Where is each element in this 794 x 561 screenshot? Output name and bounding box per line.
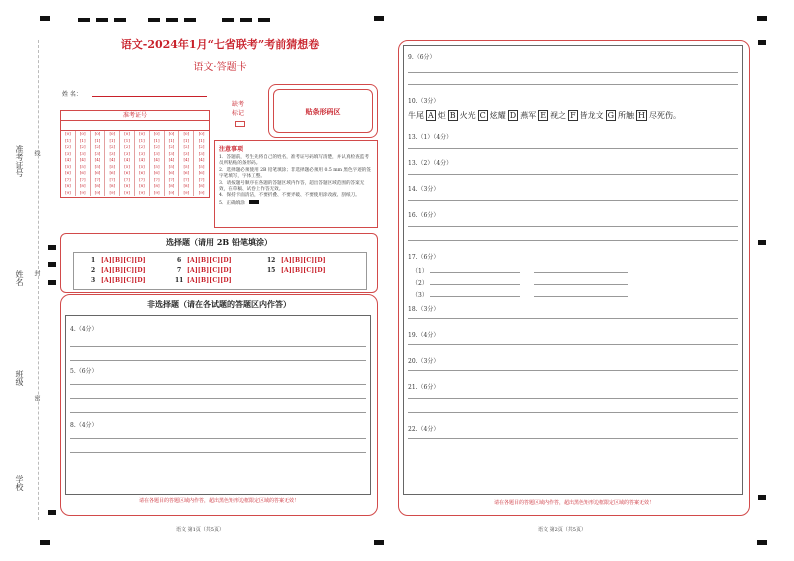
- ticket-digit-bubble[interactable]: [9]: [94, 189, 101, 195]
- ticket-digit-bubble[interactable]: [7]: [153, 176, 160, 182]
- ticket-digit-bubble[interactable]: [2]: [109, 144, 116, 149]
- ticket-digit-bubble[interactable]: [2]: [79, 144, 86, 149]
- ticket-digit-column[interactable]: [165, 131, 180, 196]
- ticket-digit-bubble[interactable]: [0]: [153, 131, 160, 136]
- ticket-digit-bubble[interactable]: [1]: [65, 137, 71, 143]
- option-bubbles[interactable]: [A][B][C][D]: [281, 267, 326, 274]
- question-label: 4.（4分）: [70, 326, 98, 333]
- registration-mark: [184, 18, 196, 22]
- ticket-digit-bubble[interactable]: [9]: [79, 189, 86, 195]
- ticket-digit-bubble[interactable]: [0]: [124, 131, 130, 136]
- question-number: 7: [177, 267, 182, 274]
- ticket-digit-bubble[interactable]: [3]: [198, 150, 205, 156]
- ticket-digit-bubble[interactable]: [3]: [168, 150, 175, 156]
- ticket-digit-bubble[interactable]: [3]: [109, 150, 116, 156]
- break-option-box: H: [638, 111, 645, 120]
- ticket-digit-bubble[interactable]: [3]: [65, 150, 71, 156]
- registration-mark: [78, 18, 90, 22]
- sentence-fragment: 皆龙文: [579, 111, 604, 120]
- ticket-digit-bubble[interactable]: [9]: [168, 189, 175, 195]
- ticket-digit-column[interactable]: [76, 131, 91, 196]
- sentence-fragment: 牛尾: [408, 111, 424, 120]
- ticket-digit-bubble[interactable]: [5]: [94, 163, 101, 169]
- registration-mark: [48, 510, 56, 515]
- ticket-digit-bubble[interactable]: [0]: [183, 131, 190, 136]
- question-label: 13.（1）（4分）: [408, 134, 453, 141]
- ticket-digit-bubble[interactable]: [9]: [124, 189, 130, 195]
- ticket-digit-bubble[interactable]: [2]: [153, 144, 160, 149]
- question-label: 17.（6分）: [408, 254, 440, 261]
- ticket-digit-bubble[interactable]: [7]: [94, 176, 101, 182]
- break-option-box: E: [540, 111, 547, 120]
- ticket-digit-bubble[interactable]: [3]: [139, 150, 145, 156]
- ticket-bubble-area[interactable]: [61, 131, 209, 197]
- sub-question-label: （3）: [412, 292, 428, 299]
- ticket-digit-bubble[interactable]: [5]: [65, 163, 71, 169]
- ticket-digit-column[interactable]: [120, 131, 135, 196]
- ticket-digit-bubble[interactable]: [8]: [198, 183, 205, 188]
- page-number-left: 语文 第1页（共5页）: [176, 527, 224, 533]
- ticket-digit-bubble[interactable]: [4]: [124, 157, 130, 162]
- side-class-label: 班级: [15, 370, 24, 386]
- registration-mark: [166, 18, 178, 22]
- ticket-digit-bubble[interactable]: [7]: [198, 176, 205, 182]
- side-name-label: 姓名: [15, 270, 24, 286]
- ticket-digit-bubble[interactable]: [8]: [183, 183, 190, 188]
- ticket-digit-bubble[interactable]: [9]: [153, 189, 160, 195]
- ticket-digit-bubble[interactable]: [2]: [94, 144, 101, 149]
- name-field[interactable]: [92, 96, 207, 97]
- ticket-digit-bubble[interactable]: [3]: [94, 150, 101, 156]
- ticket-digit-bubble[interactable]: [8]: [124, 183, 130, 188]
- ticket-digit-bubble[interactable]: [7]: [168, 176, 175, 182]
- notice-box: [214, 140, 378, 228]
- ticket-digit-bubble[interactable]: [4]: [109, 157, 116, 162]
- page-subtitle: 语文·答题卡: [193, 62, 247, 73]
- ticket-digit-bubble[interactable]: [1]: [139, 137, 145, 143]
- side-ticket-label: 准考证号: [15, 145, 24, 177]
- ticket-digit-column[interactable]: [194, 131, 209, 196]
- ticket-digit-bubble[interactable]: [5]: [139, 163, 145, 169]
- ticket-digit-column[interactable]: [150, 131, 165, 196]
- ticket-digit-bubble[interactable]: [4]: [139, 157, 145, 162]
- side-line-label: 线: [33, 150, 40, 156]
- option-bubbles[interactable]: [A][B][C][D]: [187, 257, 232, 264]
- ticket-digit-bubble[interactable]: [9]: [198, 189, 205, 195]
- registration-mark: [757, 540, 767, 545]
- notice-item: 5．正确填涂: [219, 200, 245, 206]
- registration-mark: [48, 245, 56, 250]
- sentence-fragment: 尽死伤。: [649, 111, 681, 120]
- ticket-digit-bubble[interactable]: [1]: [183, 137, 190, 143]
- ticket-digit-bubble[interactable]: [1]: [109, 137, 116, 143]
- side-seal-label: 封: [33, 270, 40, 276]
- ticket-digit-bubble[interactable]: [5]: [153, 163, 160, 169]
- ticket-digit-bubble[interactable]: [2]: [198, 144, 205, 149]
- registration-mark: [148, 18, 160, 22]
- registration-mark: [240, 18, 252, 22]
- ticket-digit-bubble[interactable]: [6]: [94, 170, 101, 175]
- registration-mark: [96, 18, 108, 22]
- ticket-digit-bubble[interactable]: [0]: [94, 131, 101, 136]
- ticket-digit-bubble[interactable]: [4]: [198, 157, 205, 162]
- ticket-digit-bubble[interactable]: [4]: [65, 157, 71, 162]
- question-number: 15: [267, 267, 276, 274]
- ticket-digit-bubble[interactable]: [3]: [79, 150, 86, 156]
- footer-warning: 请在各题目的答题区域内作答，超出黑色矩形边框限定区域的答案无效！: [138, 498, 299, 504]
- ticket-digit-bubble[interactable]: [0]: [168, 131, 175, 136]
- ticket-digit-bubble[interactable]: [8]: [109, 183, 116, 188]
- ticket-digit-column[interactable]: [135, 131, 150, 196]
- ticket-digit-bubble[interactable]: [0]: [109, 131, 116, 136]
- break-option-box: F: [570, 111, 576, 120]
- notice-item: 2．选择题必须使用 2B 铅笔填涂；非选择题必须用 0.5 mm 黑色字迹的签字笔填写，字体工整。: [219, 167, 371, 180]
- question-number: 1: [91, 257, 96, 264]
- barcode-area: [268, 84, 378, 138]
- ticket-digit-bubble[interactable]: [8]: [168, 183, 175, 188]
- registration-mark: [374, 540, 384, 545]
- ticket-digit-column[interactable]: [179, 131, 194, 196]
- question-number: 6: [177, 257, 182, 264]
- page-title: 语文-2024年1月“七省联考”考前猜想卷: [120, 38, 320, 51]
- ticket-digit-bubble[interactable]: [4]: [79, 157, 86, 162]
- notice-title: 注意事项: [219, 146, 244, 153]
- option-bubbles[interactable]: [A][B][C][D]: [101, 257, 146, 264]
- ticket-digit-bubble[interactable]: [5]: [79, 163, 86, 169]
- ticket-digit-bubble[interactable]: [6]: [79, 170, 86, 175]
- ticket-digit-bubble[interactable]: [6]: [109, 170, 116, 175]
- ticket-digit-bubble[interactable]: [1]: [168, 137, 175, 143]
- option-bubbles[interactable]: [A][B][C][D]: [187, 267, 232, 274]
- ticket-digit-bubble[interactable]: [6]: [139, 170, 145, 175]
- ticket-digit-bubble[interactable]: [5]: [183, 163, 190, 169]
- ticket-digit-bubble[interactable]: [2]: [168, 144, 175, 149]
- question-label: 14.（3分）: [408, 186, 440, 193]
- right-answer-sheet: [398, 40, 750, 516]
- registration-mark: [40, 16, 50, 21]
- option-bubbles[interactable]: [A][B][C][D]: [101, 267, 146, 274]
- question-label: 16.（6分）: [408, 212, 440, 219]
- ticket-digit-bubble[interactable]: [5]: [198, 163, 205, 169]
- question-label: 10.（3分）: [408, 98, 440, 105]
- option-bubbles[interactable]: [A][B][C][D]: [281, 257, 326, 264]
- ticket-digit-bubble[interactable]: [1]: [94, 137, 101, 143]
- sentence-fragment: 燕军: [520, 111, 537, 120]
- ticket-digit-bubble[interactable]: [7]: [139, 176, 145, 182]
- ticket-digit-bubble[interactable]: [7]: [65, 176, 71, 182]
- registration-mark: [758, 240, 766, 245]
- ticket-digit-bubble[interactable]: [7]: [183, 176, 190, 182]
- registration-mark: [374, 16, 384, 21]
- break-option-box: C: [479, 111, 486, 120]
- sentence-fragment: 炬: [437, 111, 446, 120]
- ticket-digit-bubble[interactable]: [0]: [65, 131, 71, 136]
- registration-mark: [48, 262, 56, 267]
- ticket-digit-bubble[interactable]: [8]: [94, 183, 101, 188]
- break-option-box: B: [449, 111, 456, 120]
- registration-mark: [757, 16, 767, 21]
- ticket-digit-bubble[interactable]: [9]: [65, 189, 71, 195]
- ticket-digit-bubble[interactable]: [8]: [79, 183, 86, 188]
- question-number: 3: [91, 277, 96, 284]
- ticket-digit-column[interactable]: [61, 131, 76, 196]
- ticket-digit-bubble[interactable]: [1]: [79, 137, 86, 143]
- ticket-digit-bubble[interactable]: [0]: [198, 131, 205, 136]
- ticket-number-grid: [60, 110, 210, 198]
- answer-area[interactable]: [403, 45, 743, 495]
- nonchoice-section: [60, 294, 378, 516]
- notice-item: 3．请按题号顺序在各题的答题区域内作答，超出答题区域范围的答案无效，在草稿、试卷上作答无效。: [219, 180, 365, 193]
- question-label: 18.（3分）: [408, 306, 440, 313]
- option-bubbles[interactable]: [A][B][C][D]: [187, 277, 232, 284]
- ticket-digit-bubble[interactable]: [8]: [139, 183, 145, 188]
- question-label: 5.（6分）: [70, 368, 98, 375]
- ticket-digit-column[interactable]: [91, 131, 106, 196]
- question-label: 13.（2）（4分）: [408, 160, 453, 167]
- filled-bubble-example: [249, 200, 259, 204]
- notice-item: 1．答题前，考生先将自己的姓名，准考证号码填写清楚，并认真检查监考员所粘贴的条形码。: [219, 155, 369, 167]
- question-label: 19.（4分）: [408, 332, 440, 339]
- sub-question-label: （1）: [412, 268, 428, 275]
- side-school-label: 学校: [15, 475, 24, 491]
- barcode-label: 贴条形码区: [273, 89, 373, 133]
- missing-mark-label: 缺考 标记: [232, 101, 245, 117]
- ticket-write-row[interactable]: [61, 121, 209, 131]
- question-number: 2: [91, 267, 96, 274]
- ticket-digit-bubble[interactable]: [4]: [153, 157, 160, 162]
- question-label: 22.（4分）: [408, 426, 440, 433]
- ticket-digit-bubble[interactable]: [7]: [79, 176, 86, 182]
- binding-line: [38, 40, 39, 520]
- page-number-right: 语文 第2页（共5页）: [538, 527, 586, 533]
- ticket-digit-bubble[interactable]: [4]: [183, 157, 190, 162]
- option-bubbles[interactable]: [A][B][C][D]: [101, 277, 146, 284]
- ticket-digit-bubble[interactable]: [4]: [94, 157, 101, 162]
- registration-mark: [258, 18, 270, 22]
- ticket-digit-bubble[interactable]: [3]: [183, 150, 190, 156]
- ticket-digit-bubble[interactable]: [0]: [139, 131, 145, 136]
- ticket-digit-bubble[interactable]: [6]: [153, 170, 160, 175]
- ticket-digit-bubble[interactable]: [4]: [168, 157, 175, 162]
- question-label: 21.（6分）: [408, 384, 440, 391]
- ticket-grid-title: 准考证号: [61, 111, 209, 121]
- ticket-digit-bubble[interactable]: [9]: [109, 189, 116, 195]
- registration-mark: [114, 18, 126, 22]
- ticket-digit-bubble[interactable]: [7]: [109, 176, 116, 182]
- ticket-digit-bubble[interactable]: [9]: [139, 189, 145, 195]
- ticket-digit-bubble[interactable]: [1]: [153, 137, 160, 143]
- name-label: 姓 名：: [62, 91, 82, 98]
- registration-mark: [222, 18, 234, 22]
- ticket-digit-bubble[interactable]: [2]: [183, 144, 190, 149]
- question-label: 20.（3分）: [408, 358, 440, 365]
- break-option-box: G: [607, 111, 615, 120]
- ticket-digit-bubble[interactable]: [9]: [183, 189, 190, 195]
- notice-item: 4．保持卡面清洁，不要折叠、不要弄破、不要使用涂改液、刮纸刀。: [219, 193, 360, 199]
- ticket-digit-bubble[interactable]: [6]: [198, 170, 205, 175]
- q10-sentence: [408, 110, 681, 121]
- ticket-digit-bubble[interactable]: [3]: [124, 150, 130, 156]
- question-number: 11: [175, 277, 184, 284]
- choice-section: [60, 233, 378, 293]
- side-dense-label: 密: [33, 395, 40, 401]
- sentence-fragment: 炫耀: [489, 111, 506, 120]
- ticket-digit-bubble[interactable]: [8]: [153, 183, 160, 188]
- ticket-digit-bubble[interactable]: [7]: [124, 176, 130, 182]
- registration-mark: [40, 540, 50, 545]
- sub-question-label: （2）: [412, 280, 428, 287]
- ticket-digit-bubble[interactable]: [5]: [124, 163, 130, 169]
- ticket-digit-bubble[interactable]: [5]: [109, 163, 116, 169]
- ticket-digit-bubble[interactable]: [8]: [65, 183, 71, 188]
- ticket-digit-bubble[interactable]: [2]: [124, 144, 130, 149]
- ticket-digit-bubble[interactable]: [1]: [124, 137, 130, 143]
- ticket-digit-bubble[interactable]: [3]: [153, 150, 160, 156]
- sentence-fragment: 视之: [550, 111, 567, 120]
- registration-mark: [758, 495, 766, 500]
- ticket-digit-bubble[interactable]: [6]: [183, 170, 190, 175]
- question-number: 12: [267, 257, 276, 264]
- ticket-digit-bubble[interactable]: [2]: [65, 144, 71, 149]
- ticket-digit-bubble[interactable]: [1]: [198, 137, 205, 143]
- ticket-digit-column[interactable]: [105, 131, 120, 196]
- ticket-digit-bubble[interactable]: [6]: [124, 170, 130, 175]
- ticket-digit-bubble[interactable]: [6]: [65, 170, 71, 175]
- choice-title: 选择题（请用 2B 铅笔填涂）: [166, 237, 272, 247]
- question-label: 8.（4分）: [70, 422, 98, 429]
- answer-area[interactable]: [65, 315, 371, 495]
- question-label: 9.（6分）: [408, 54, 436, 61]
- ticket-digit-bubble[interactable]: [2]: [139, 144, 145, 149]
- sentence-fragment: 所触: [618, 111, 635, 120]
- footer-warning: 请在各题目的答题区域内作答，超出黑色矩形边框限定区域的答案无效！: [493, 500, 654, 506]
- ticket-digit-bubble[interactable]: [5]: [168, 163, 175, 169]
- missing-mark-box[interactable]: [235, 121, 245, 127]
- registration-mark: [48, 280, 56, 285]
- ticket-digit-bubble[interactable]: [0]: [79, 131, 86, 136]
- sentence-fragment: 火光: [459, 111, 476, 120]
- registration-mark: [758, 40, 766, 45]
- break-option-box: D: [509, 111, 517, 120]
- break-option-box: A: [428, 111, 434, 120]
- ticket-digit-bubble[interactable]: [6]: [168, 170, 175, 175]
- nonchoice-title: 非选择题（请在各试题的答题区内作答）: [147, 299, 291, 309]
